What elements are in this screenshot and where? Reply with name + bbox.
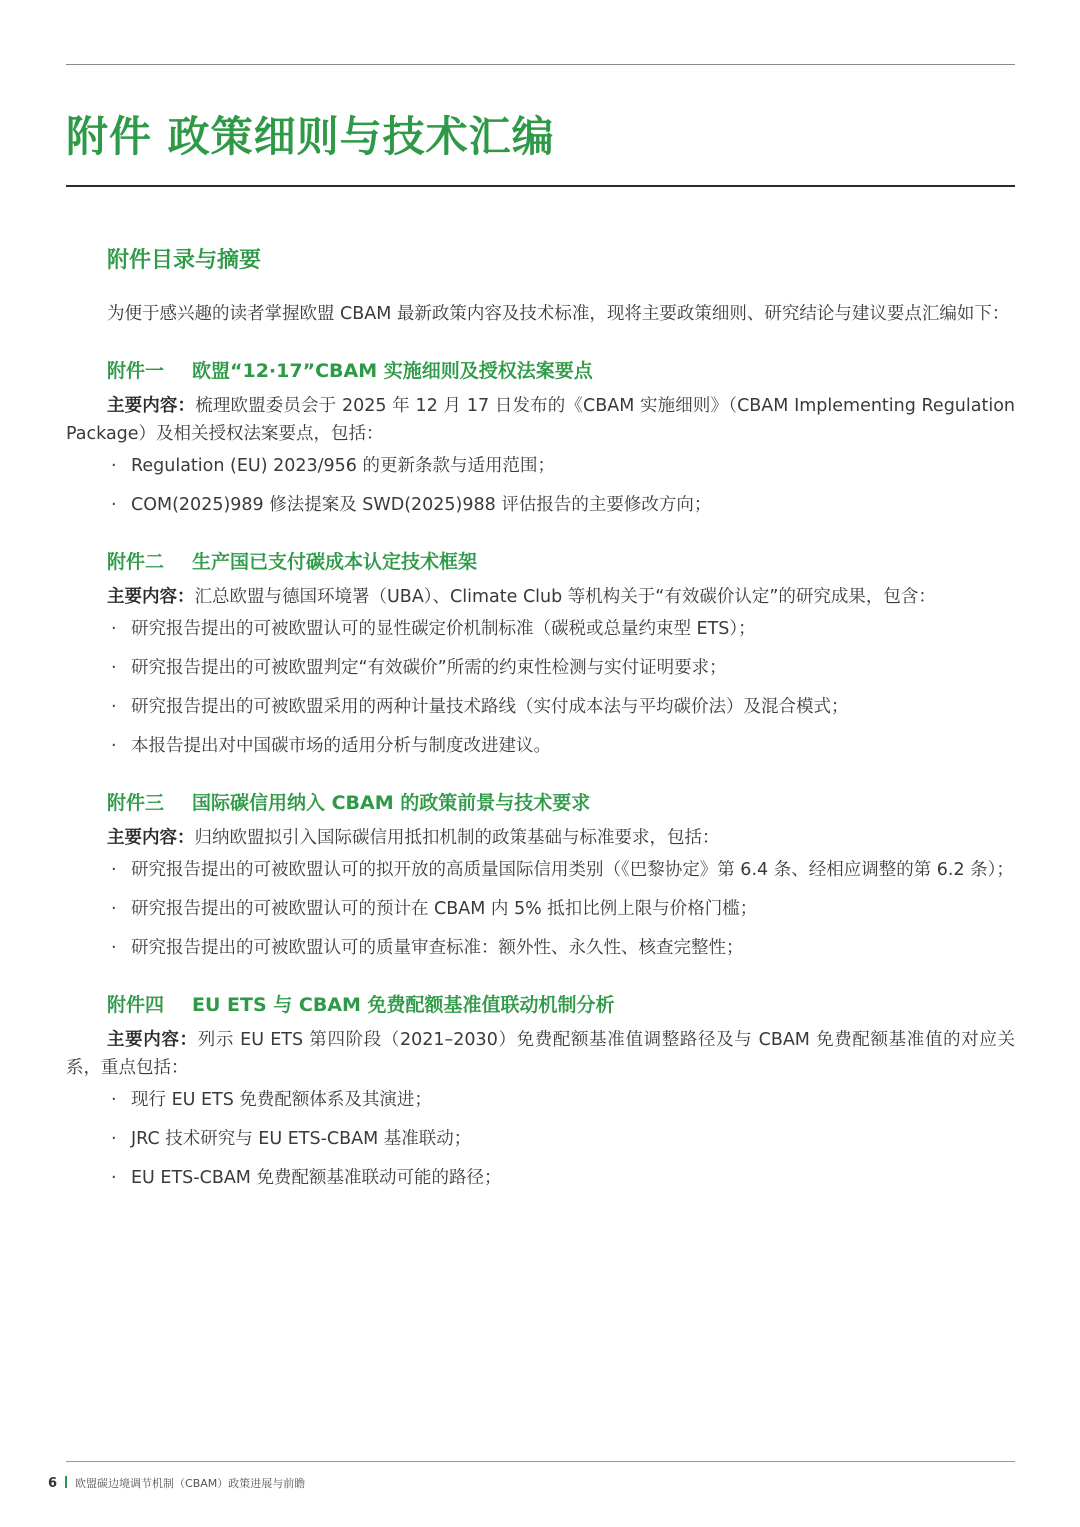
annex-4-title xyxy=(107,990,1015,1020)
main-content-label: 主要内容： xyxy=(107,1030,198,1050)
summary-text: 列示 EU ETS 第四阶段（2021–2030）免费配额基准值调整路径及与 CBAM 免费配额基准值的对应关系，重点包括： xyxy=(66,1030,1016,1078)
main-content-label: 主要内容： xyxy=(107,396,196,416)
list-item: · 研究报告提出的可被欧盟认可的质量审查标准：额外性、永久性、核查完整性； xyxy=(66,934,1015,962)
list-item: · COM(2025)989 修法提案及 SWD(2025)988 评估报告的主要修改方向； xyxy=(66,491,1015,519)
bullet-dot-icon: · xyxy=(111,1129,117,1149)
annex-3-bullets xyxy=(66,856,1015,962)
annex-number: 附件一 xyxy=(107,360,165,382)
list-item: · Regulation (EU) 2023/956 的更新条款与适用范围； xyxy=(66,452,1015,480)
annex-4 xyxy=(66,990,1015,1192)
title-rule xyxy=(66,185,1015,187)
summary-text: 汇总欧盟与德国环境署（UBA）、Climate Club 等机构关于“有效碳价认定”的研究成果，包含： xyxy=(194,587,936,607)
list-item: · 现行 EU ETS 免费配额体系及其演进； xyxy=(66,1086,1015,1114)
annex-2-bullets xyxy=(66,615,1015,760)
list-item: · 研究报告提出的可被欧盟认可的预计在 CBAM 内 5% 抵扣比例上限与价格门槛； xyxy=(66,895,1015,923)
bullet-dot-icon: · xyxy=(111,736,117,756)
bullet-dot-icon: · xyxy=(111,1090,117,1110)
annex-1 xyxy=(66,356,1015,519)
annex-heading: 欧盟“12·17”CBAM 实施细则及授权法案要点 xyxy=(192,360,593,382)
list-item: · 研究报告提出的可被欧盟认可的拟开放的高质量国际信用类别（《巴黎协定》第 6.4 条、经相应调整的第 6.2 条）； xyxy=(66,856,1015,884)
main-content xyxy=(66,244,1015,1203)
section-title: 附件目录与摘要 xyxy=(107,248,262,273)
footer-divider xyxy=(65,1476,67,1488)
list-item: · 研究报告提出的可被欧盟认可的显性碳定价机制标准（碳税或总量约束型 ETS）； xyxy=(66,615,1015,643)
bullet-dot-icon: · xyxy=(111,899,117,919)
page-number: 6 xyxy=(48,1476,58,1491)
annex-number: 附件二 xyxy=(107,551,165,573)
bullet-dot-icon: · xyxy=(111,619,117,639)
page-footer xyxy=(48,1475,305,1491)
annex-3-summary xyxy=(66,824,1015,852)
annex-1-summary xyxy=(66,392,1015,448)
annex-2-title xyxy=(107,547,1015,577)
annex-heading: EU ETS 与 CBAM 免费配额基准值联动机制分析 xyxy=(192,994,615,1016)
annex-3 xyxy=(66,788,1015,962)
annex-3-title xyxy=(107,788,1015,818)
bullet-dot-icon: · xyxy=(111,938,117,958)
bullet-dot-icon: · xyxy=(111,1168,117,1188)
footer-title: 欧盟碳边境调节机制（CBAM）政策进展与前瞻 xyxy=(75,1477,306,1490)
annex-2 xyxy=(66,547,1015,760)
list-item: · 研究报告提出的可被欧盟采用的两种计量技术路线（实付成本法与平均碳价法）及混合模式； xyxy=(66,693,1015,721)
bullet-dot-icon: · xyxy=(111,456,117,476)
annex-1-bullets xyxy=(66,452,1015,519)
bullet-dot-icon: · xyxy=(111,860,117,880)
list-item: · JRC 技术研究与 EU ETS-CBAM 基准联动； xyxy=(66,1125,1015,1153)
intro-paragraph: 为便于感兴趣的读者掌握欧盟 CBAM 最新政策内容及技术标准，现将主要政策细则、研究结论与建议要点汇编如下： xyxy=(107,304,1010,324)
bullet-dot-icon: · xyxy=(111,658,117,678)
top-rule xyxy=(66,64,1015,65)
bullet-dot-icon: · xyxy=(111,495,117,515)
list-item: · EU ETS-CBAM 免费配额基准联动可能的路径； xyxy=(66,1164,1015,1192)
annex-heading: 生产国已支付碳成本认定技术框架 xyxy=(192,551,478,573)
annex-4-summary xyxy=(66,1026,1015,1082)
annex-heading: 国际碳信用纳入 CBAM 的政策前景与技术要求 xyxy=(192,792,591,814)
bullet-dot-icon: · xyxy=(111,697,117,717)
main-content-label: 主要内容： xyxy=(107,828,195,848)
main-content-label: 主要内容： xyxy=(107,587,195,607)
annex-2-summary xyxy=(66,583,1015,611)
summary-text: 梳理欧盟委员会于 2025 年 12 月 17 日发布的《CBAM 实施细则》（CBAM Implementing Regulation Package）及相关授权法案要点，包括： xyxy=(66,396,1015,444)
annex-1-title xyxy=(107,356,1015,386)
list-item: · 本报告提出对中国碳市场的适用分析与制度改进建议。 xyxy=(66,732,1015,760)
page-title: 附件 政策细则与技术汇编 xyxy=(66,112,555,161)
list-item: · 研究报告提出的可被欧盟判定“有效碳价”所需的约束性检测与实付证明要求； xyxy=(66,654,1015,682)
annex-number: 附件三 xyxy=(107,792,165,814)
annex-number: 附件四 xyxy=(107,994,165,1016)
summary-text: 归纳欧盟拟引入国际碳信用抵扣机制的政策基础与标准要求，包括： xyxy=(194,828,720,848)
annex-4-bullets xyxy=(66,1086,1015,1192)
footer-rule xyxy=(66,1461,1015,1462)
